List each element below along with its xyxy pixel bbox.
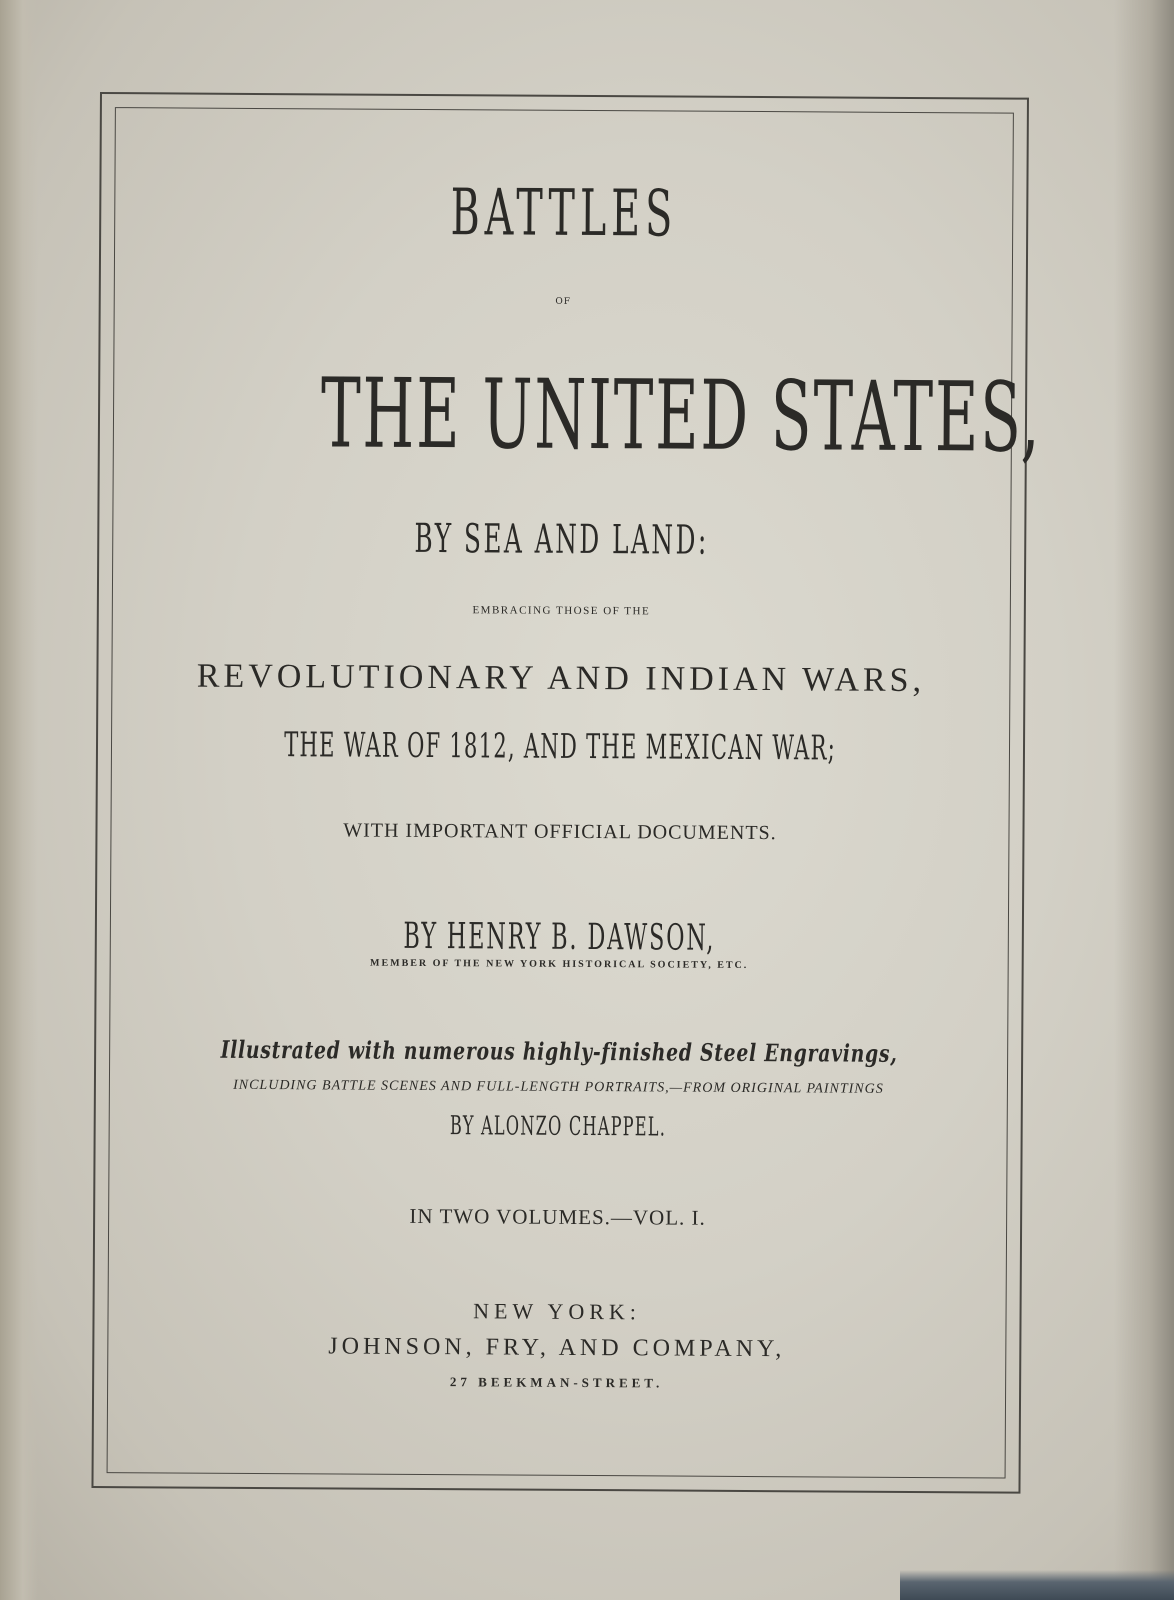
illustrator-line: BY ALONZO CHAPPEL. — [450, 1111, 667, 1143]
embracing-line: EMBRACING THOSE OF THE — [472, 604, 651, 618]
author-affiliation: MEMBER OF THE NEW YORK HISTORICAL SOCIETY, ETC. — [370, 957, 749, 971]
illustrated-line: Illustrated with numerous highly-finished Steel Engravings, — [220, 1034, 898, 1068]
book-title: BATTLES — [450, 176, 678, 252]
wars-line-1: REVOLUTIONARY AND INDIAN WARS, — [196, 657, 926, 700]
including-line: INCLUDING BATTLE SCENES AND FULL-LENGTH PORTRAITS,—FROM ORIGINAL PAINTINGS — [233, 1077, 884, 1097]
binding-edge — [0, 0, 38, 1600]
page-border-inner — [107, 107, 1014, 1478]
documents-line: WITH IMPORTANT OFFICIAL DOCUMENTS. — [343, 819, 777, 845]
publisher-name: JOHNSON, FRY, AND COMPANY, — [328, 1333, 786, 1363]
page-border-outer — [91, 92, 1042, 1494]
volumes-line: IN TWO VOLUMES.—VOL. I. — [409, 1203, 706, 1230]
author-line: BY HENRY B. DAWSON, — [403, 915, 716, 959]
book-subtitle: BY SEA AND LAND: — [414, 515, 710, 564]
title-connector: OF — [555, 296, 572, 307]
background-surface — [900, 1570, 1174, 1600]
page-edge-shadow — [1114, 0, 1174, 1600]
book-subject: THE UNITED STATES, — [320, 357, 1042, 474]
wars-line-2: THE WAR OF 1812, AND THE MEXICAN WAR; — [284, 725, 837, 769]
publisher-address: 27 BEEKMAN-STREET. — [449, 1374, 664, 1391]
publisher-city: NEW YORK: — [473, 1298, 642, 1325]
